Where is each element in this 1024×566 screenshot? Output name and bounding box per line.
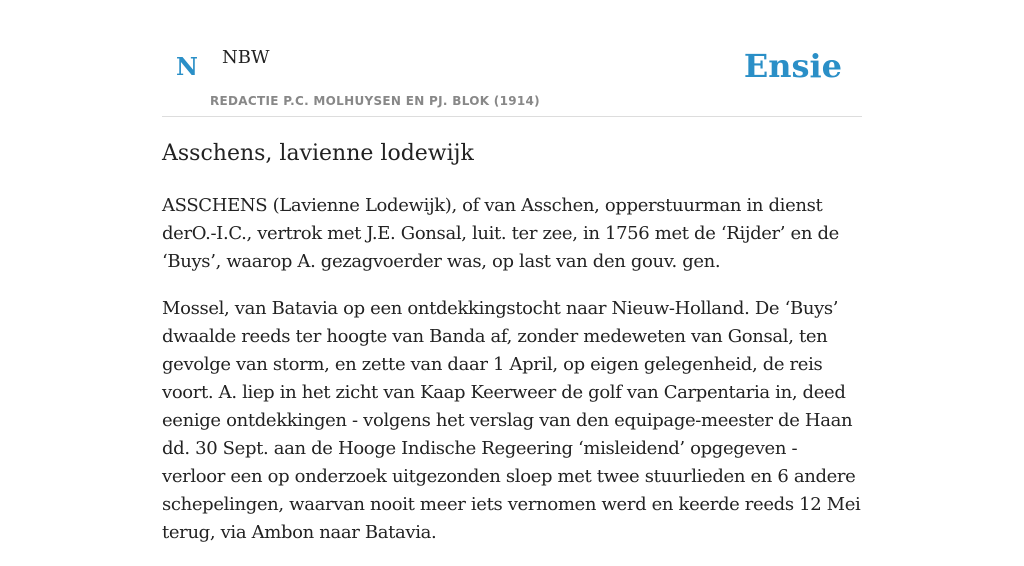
article-title: Asschens, lavienne lodewijk: [162, 141, 474, 166]
source-logo[interactable]: N: [176, 52, 198, 81]
source-subtitle: REDACTIE P.C. MOLHUYSEN EN PJ. BLOK (1914): [210, 94, 540, 108]
article-paragraph-2: Mossel, van Batavia op een ontdekkingstocht naar Nieuw-Holland. De ‘Buys’ dwaalde reeds ter hoogte van Banda af, zonder medeweten van Gonsal, ten gevolge van storm, en zette van daar 1 April, op eigen gelegenheid, de reis voort. A. liep in het zicht van Kaap Keerweer de golf van Carpentaria in, deed eenige ontdekkingen - volgens het verslag van den equipage-meester de Haan dd. 30 Sept. aan de Hooge Indische Regeering ‘misleidend’ opgegeven - verloor een op onderzoek uitgezonden sloep met twee stuurlieden en 6 andere schepelingen, waarvan nooit meer iets vernomen werd en keerde reeds 12 Mei terug, via Ambon naar Batavia.: [162, 298, 861, 543]
page-container: [162, 0, 862, 543]
source-header: [162, 0, 862, 117]
ensie-logo[interactable]: Ensie: [743, 47, 842, 85]
article-body: [162, 192, 862, 566]
article-paragraph-1: ASSCHENS (Lavienne Lodewijk), of van Asschen, opperstuurman in dienst derO.-I.C., vertrok met J.E. Gonsal, luit. ter zee, in 1756 met de ‘Rijder’ en de ‘Buys’, waarop A. gezagvoerder was, op last van den gouv. gen.: [162, 195, 839, 272]
source-title-link[interactable]: NBW: [222, 47, 270, 68]
